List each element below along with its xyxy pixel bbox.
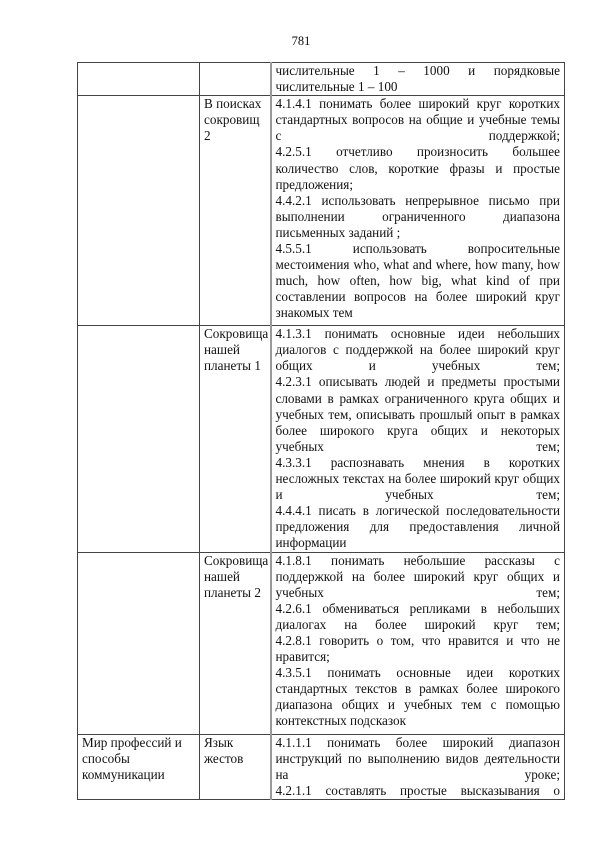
page-number: 781	[291, 34, 311, 48]
objective-text: 4.1.1.1 понимать более широкий диапазон инструкций по выполнению видов деятельности на уроке;	[275, 734, 560, 782]
table-row	[78, 734, 565, 799]
topic-cell	[200, 63, 271, 96]
topic-cell: Сокровища нашей планеты 2	[200, 552, 271, 734]
objectives-cell	[271, 63, 565, 96]
objective-text: 4.3.5.1 понимать основные идеи коротких стандартных текстов в рамках более широкого диапазона общих и учебных тем с помощью контекстных подсказок	[275, 665, 560, 729]
objective-text: 4.5.5.1 использовать вопросительные местоимения who, what and where, how many, how much, how often, how big, what kind of при составлении вопросов на более широкий круг знакомых тем	[275, 241, 560, 321]
objectives-cell	[271, 734, 565, 799]
objective-text: 4.3.3.1 распознавать мнения в коротких несложных текстах на более широкий круг общих и учебных тем;	[275, 454, 560, 503]
table-row	[78, 326, 565, 552]
topic-cell: Сокровища нашей планеты 1	[200, 326, 271, 552]
objective-text: 4.4.4.1 писать в логической последовательности предложения для предоставления личной информации	[275, 503, 560, 551]
objective-text: 4.2.3.1 описывать людей и предметы простыми словами в рамках ограниченного круга общих и учебных тем, описывать прошлый опыт в рамках более широкого круга общих и некоторых учебных тем;	[275, 374, 560, 454]
table-row	[78, 96, 565, 326]
objectives-cell	[271, 552, 565, 734]
objective-text: 4.1.8.1 понимать небольшие рассказы с поддержкой на более широкий круг общих и учебных тем;	[275, 552, 560, 600]
section-cell: Мир профессий и способы коммуникации	[78, 734, 200, 799]
section-cell	[78, 96, 200, 326]
objective-text: 4.2.5.1 отчетливо произносить большее количество слов, короткие фразы и простые предложения;	[275, 144, 560, 192]
topic-cell: В поисках сокровищ 2	[200, 96, 271, 326]
objective-text: 4.1.4.1 понимать более широкий круг коротких стандартных вопросов на общие и учебные темы с поддержкой;	[275, 96, 560, 144]
objective-text: 4.4.2.1 использовать непрерывное письмо при выполнении ограниченного диапазона письменных заданий ;	[275, 192, 560, 240]
section-cell	[78, 63, 200, 96]
table-row	[78, 63, 565, 96]
curriculum-table	[77, 62, 565, 800]
objective-text: 4.1.3.1 понимать основные идеи небольших диалогов с поддержкой на более широкий круг общих и учебных тем;	[275, 326, 560, 374]
objectives-cell	[271, 96, 565, 326]
objective-text: 4.2.1.1 составлять простые высказывания о	[275, 782, 560, 798]
objective-text: 4.2.6.1 обмениваться репликами в небольших диалогах на более широкий круг тем;	[275, 600, 560, 632]
section-cell	[78, 552, 200, 734]
objectives-cell	[271, 326, 565, 552]
objective-text: 4.2.8.1 говорить о том, что нравится и что не нравится;	[275, 632, 560, 665]
section-cell	[78, 326, 200, 552]
table-row	[78, 552, 565, 734]
topic-cell: Язык жестов	[200, 734, 271, 799]
objective-text: числительные 1 – 1000 и порядковые числительные 1 – 100	[275, 63, 560, 95]
